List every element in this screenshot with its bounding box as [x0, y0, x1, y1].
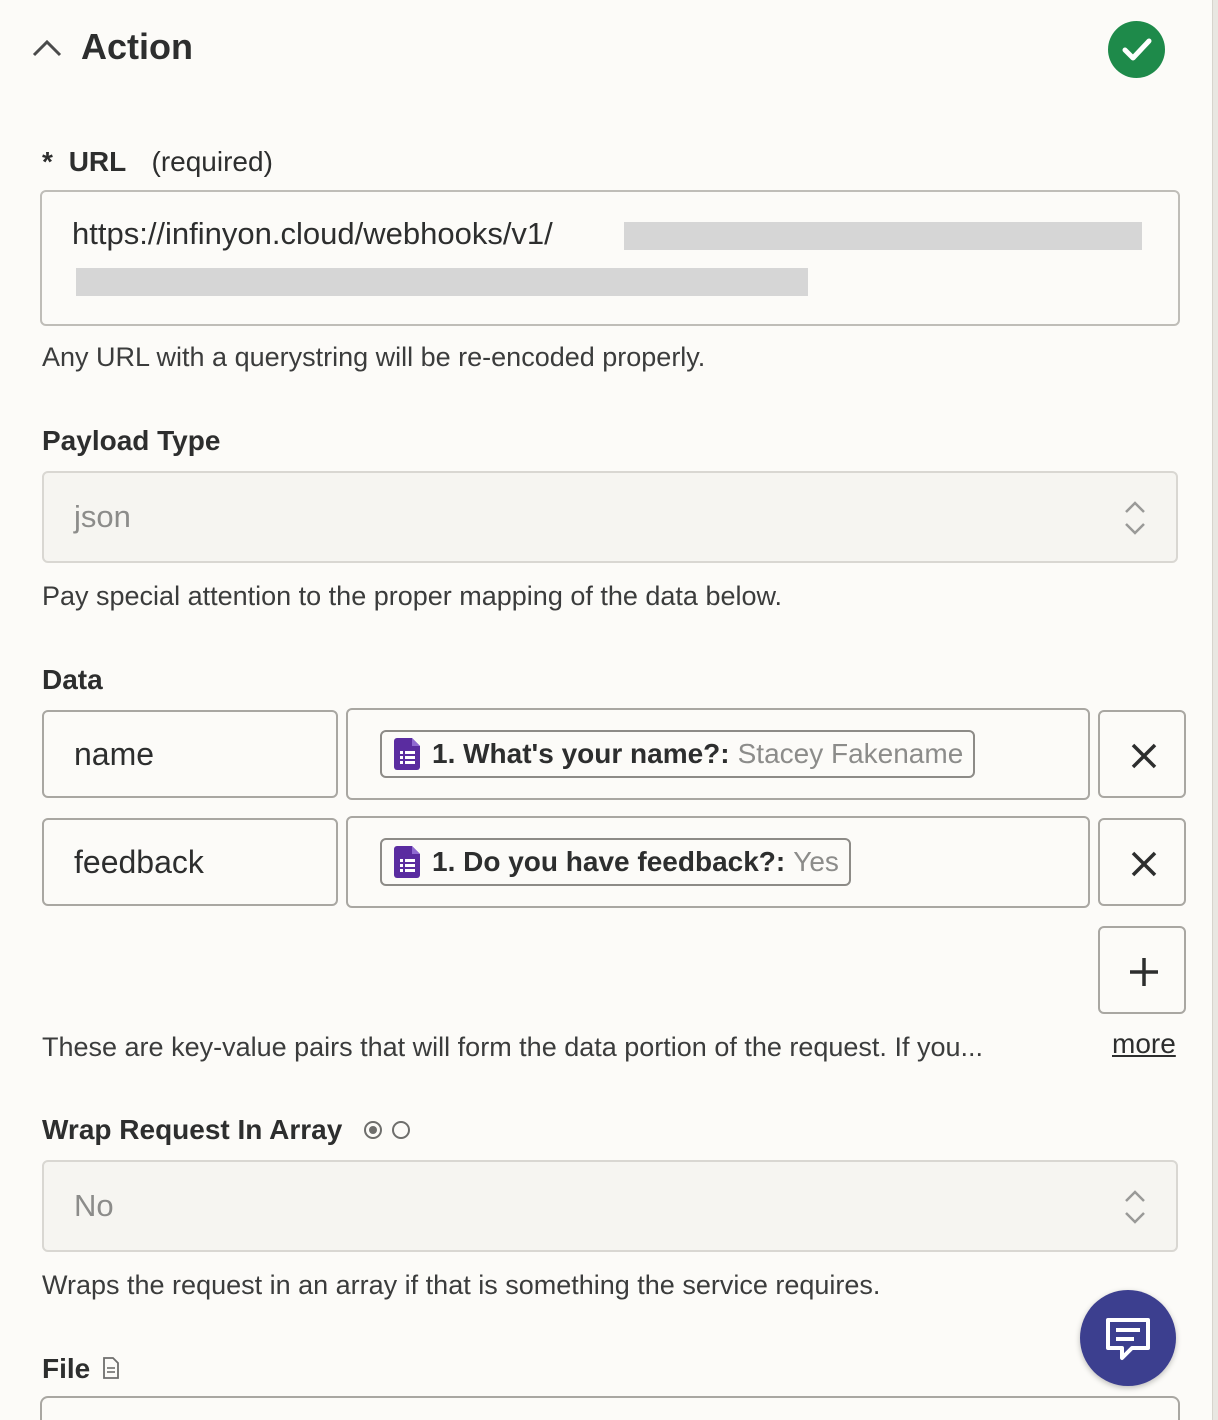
- chevron-up-down-icon: [1122, 498, 1148, 538]
- mapped-field-label: 1. Do you have feedback?:: [432, 846, 786, 877]
- url-label: [42, 146, 273, 178]
- payload-type-value: json: [74, 499, 131, 534]
- url-value: https://infinyon.cloud/webhooks/v1/: [72, 216, 553, 251]
- url-input[interactable]: [40, 190, 1180, 326]
- required-asterisk: *: [42, 146, 53, 177]
- data-key-value: name: [74, 736, 155, 772]
- url-helper-text: Any URL with a querystring will be re-encoded properly.: [42, 342, 706, 372]
- payload-type-helper-text: Pay special attention to the proper mapping of the data below.: [42, 581, 782, 611]
- mapped-field-pill[interactable]: [380, 730, 975, 778]
- radio-option-selected[interactable]: [364, 1121, 382, 1139]
- mapped-field-label: 1. What's your name?:: [432, 738, 730, 769]
- required-text: (required): [151, 146, 273, 177]
- wrap-request-label: Wrap Request In Array: [42, 1114, 343, 1145]
- radio-option[interactable]: [392, 1121, 410, 1139]
- mapped-field-pill[interactable]: [380, 838, 851, 886]
- more-link[interactable]: more: [1112, 1028, 1176, 1059]
- wrap-request-value: No: [74, 1188, 114, 1223]
- remove-row-button[interactable]: [1098, 818, 1186, 906]
- data-value-input[interactable]: [346, 816, 1090, 908]
- chevron-up-icon[interactable]: [32, 36, 62, 58]
- file-icon: [102, 1357, 120, 1379]
- data-value-input[interactable]: [346, 708, 1090, 800]
- data-helper-text: These are key-value pairs that will form the data portion of the request. If you...: [42, 1032, 983, 1062]
- mapped-field-sample: Stacey Fakename: [737, 738, 964, 769]
- close-icon: [1100, 712, 1188, 800]
- redacted-url-part: [76, 268, 808, 296]
- data-label: Data: [42, 664, 103, 695]
- section-title: Action: [81, 26, 193, 67]
- google-forms-icon: [394, 846, 420, 878]
- action-section-header[interactable]: [0, 0, 1210, 100]
- mapped-field-sample: Yes: [793, 846, 839, 877]
- data-key-value: feedback: [74, 844, 204, 880]
- chat-button[interactable]: [1080, 1290, 1176, 1386]
- remove-row-button[interactable]: [1098, 710, 1186, 798]
- chat-icon: [1080, 1290, 1176, 1386]
- file-input[interactable]: [40, 1396, 1180, 1420]
- panel-edge: [1212, 0, 1218, 1420]
- close-icon: [1100, 820, 1188, 908]
- add-row-button[interactable]: [1098, 926, 1186, 1014]
- url-label-text: URL: [68, 146, 126, 177]
- check-circle-icon: [1108, 21, 1165, 78]
- data-key-input[interactable]: [42, 818, 338, 906]
- data-key-input[interactable]: [42, 710, 338, 798]
- wrap-request-helper-text: Wraps the request in an array if that is something the service requires.: [42, 1270, 881, 1300]
- file-label: File: [42, 1353, 91, 1384]
- chevron-up-down-icon: [1122, 1187, 1148, 1227]
- payload-type-label: Payload Type: [42, 425, 221, 456]
- payload-type-select[interactable]: [42, 471, 1178, 563]
- redacted-url-part: [624, 222, 1142, 250]
- plus-icon: [1100, 928, 1188, 1016]
- google-forms-icon: [394, 738, 420, 770]
- wrap-request-select[interactable]: [42, 1160, 1178, 1252]
